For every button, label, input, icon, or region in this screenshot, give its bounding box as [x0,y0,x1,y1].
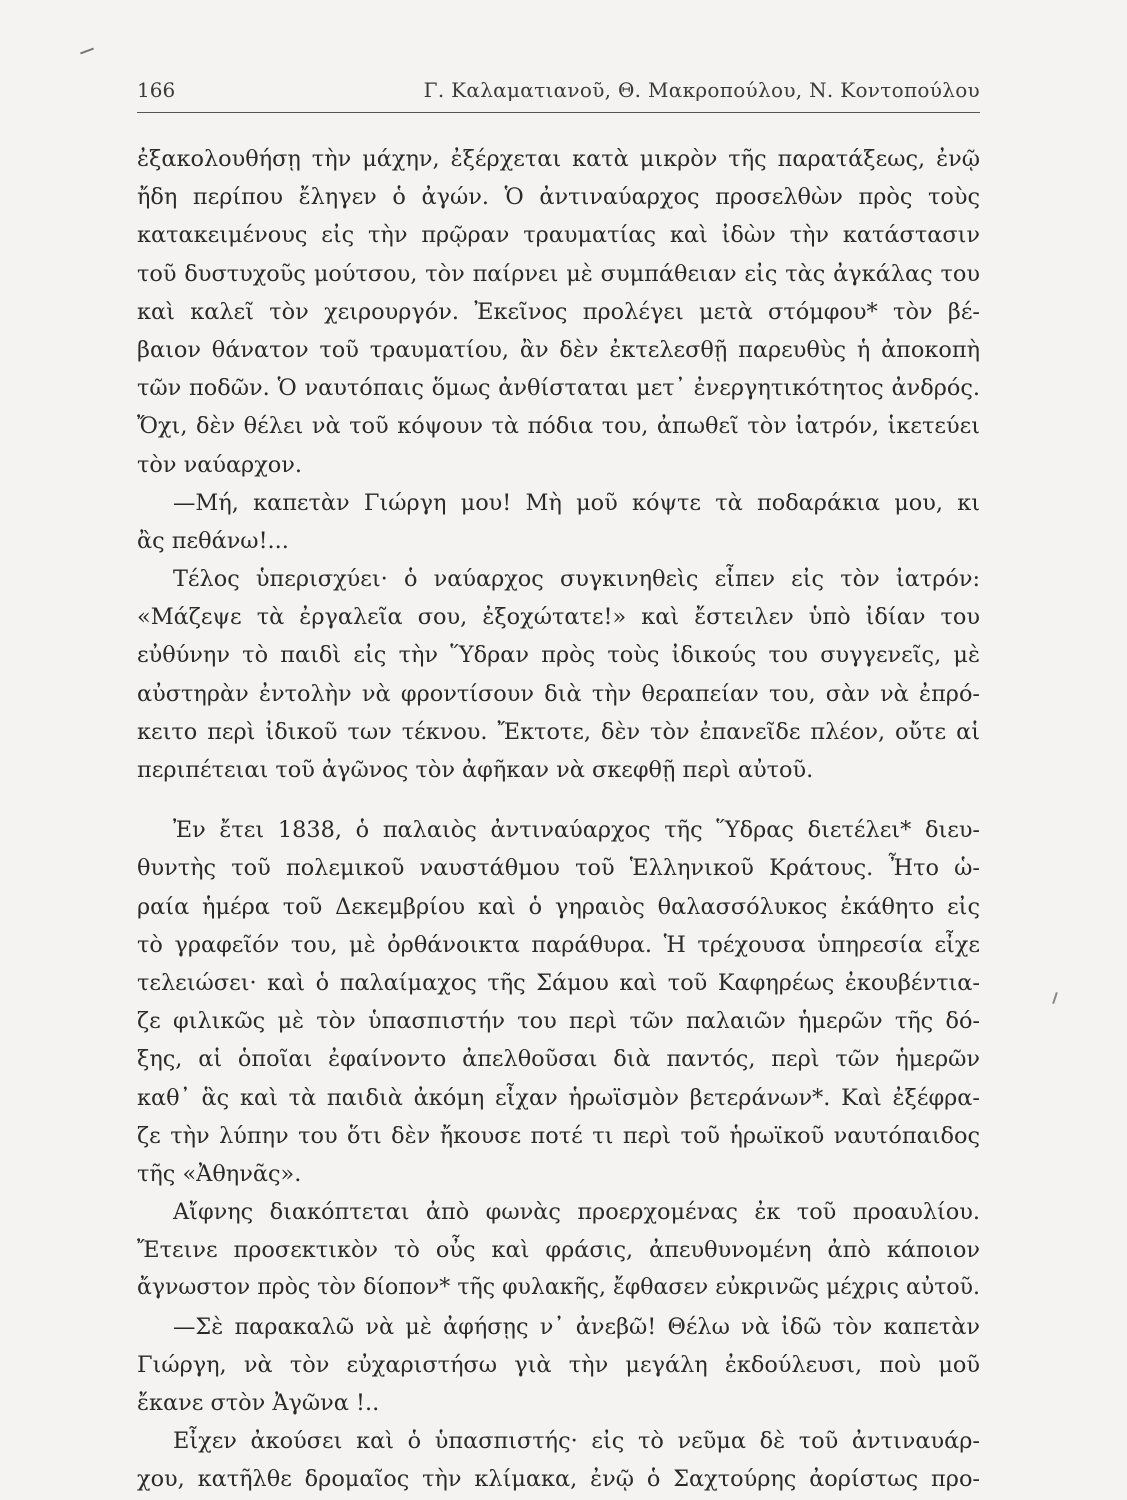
text-line: καὶ καλεῖ τὸν χειρουργόν. Ἐκεῖνος προλέγει μετὰ στόμφου* τὸν βέ- [137,298,980,325]
stray-pencil-mark [80,48,94,55]
text-line: Ὄχι, δὲν θέλει νὰ τοῦ κόψουν τὰ πόδια του, ἀπωθεῖ τὸν ἰατρόν, ἱκετεύει [137,413,980,440]
text-line: Εἶχεν ἀκούσει καὶ ὁ ὑπασπιστής· εἰς τὸ νεῦμα δὲ τοῦ ἀντιναυάρ- [173,1428,980,1455]
text-line: κειτο περὶ ἰδικοῦ των τέκνου. Ἔκτοτε, δὲν τὸν ἐπανεῖδε πλέον, οὔτε αἱ [137,718,980,745]
text-line: τελειώσει· καὶ ὁ παλαίμαχος τῆς Σάμου καὶ τοῦ Καφηρέως ἐκουβέντια- [137,969,980,996]
text-line: εὐθύνην τὸ παιδὶ εἰς τὴν Ὕδραν πρὸς τοὺς ἰδικούς του συγγενεῖς, μὲ [137,642,980,669]
text-line: «Μάζεψε τὰ ἐργαλεῖα σου, ἐξοχώτατε!» καὶ ἔστειλεν ὑπὸ ἰδίαν του [137,604,980,631]
text-line: ραία ἡμέρα τοῦ Δεκεμβρίου καὶ ὁ γηραιὸς θαλασσόλυκος ἐκάθητο εἰς [137,893,980,920]
text-line: ἄγνωστον πρὸς τὸν δίοπον* τῆς φυλακῆς, ἔφθασεν εὐκρινῶς μέχρις αὐτοῦ. [137,1275,980,1301]
paragraph-gap [137,789,980,811]
text-line: Τέλος ὑπερισχύει· ὁ ναύαρχος συγκινηθεὶς εἶπεν εἰς τὸν ἰατρόν: [173,566,980,593]
page-number: 166 [137,78,176,102]
text-line: τῶν ποδῶν. Ὁ ναυτόπαις ὅμως ἀνθίσταται μετ᾽ ἐνεργητικότητος ἀνδρός. [137,375,980,402]
text-line: ζε φιλικῶς μὲ τὸν ὑπασπιστήν του περὶ τῶν παλαιῶν ἡμερῶν τῆς δό- [137,1008,980,1035]
text-body [137,140,980,1499]
text-line: τοῦ δυστυχοῦς μούτσου, τὸν παίρνει μὲ συμπάθειαν εἰς τὰς ἀγκάλας του [137,260,980,287]
text-line: ζε τὴν λύπην του ὅτι δὲν ἤκουσε ποτέ τι περὶ τοῦ ἡρωϊκοῦ ναυτόπαιδος [137,1122,980,1149]
text-line: Γιώργη, νὰ τὸν εὐχαριστήσω γιὰ τὴν μεγάλη ἐκδούλευσι, ποὺ μοῦ [137,1351,980,1378]
text-line: ἤδη περίπου ἔληγεν ὁ ἀγών. Ὁ ἀντιναύαρχος προσελθὼν πρὸς τοὺς [137,184,980,211]
text-line: ἐξακολουθήσῃ τὴν μάχην, ἐξέρχεται κατὰ μικρὸν τῆς παρατάξεως, ἐνῷ [137,146,980,172]
running-head: Γ. Καλαματιανοῦ, Θ. Μακροπούλου, Ν. Κοντοπούλου [423,78,980,102]
text-line: —Σὲ παρακαλῶ νὰ μὲ ἀφήσῃς ν᾽ ἀνεβῶ! Θέλω νὰ ἰδῶ τὸν καπετὰν [173,1313,980,1340]
text-line: αὐστηρὰν ἐντολὴν νὰ φροντίσουν διὰ τὴν θεραπείαν του, σὰν νὰ ἐπρό- [137,680,980,707]
text-line: ἔκανε στὸν Ἀγῶνα !.. [137,1390,380,1416]
text-line: Ἐν ἔτει 1838, ὁ παλαιὸς ἀντιναύαρχος τῆς Ὕδρας διετέλει* διευ- [173,817,980,844]
text-line: —Μή, καπετὰν Γιώργη μου! Μὴ μοῦ κόψτε τὰ ποδαράκια μου, κι [173,489,980,516]
text-line: χου, κατῆλθε δρομαῖος τὴν κλίμακα, ἐνῷ ὁ Σαχτούρης ἀορίστως προ- [137,1466,980,1493]
text-line: Ἔτεινε προσεκτικὸν τὸ οὖς καὶ φράσις, ἀπευθυνομένη ἀπὸ κάποιον [137,1237,980,1264]
text-line: ἂς πεθάνω!... [137,527,289,554]
page-header [137,72,980,108]
text-line: ξης, αἱ ὁποῖαι ἐφαίνοντο ἀπελθοῦσαι διὰ παντός, περὶ τῶν ἡμερῶν [137,1046,980,1073]
text-line: καθ᾽ ἃς καὶ τὰ παιδιὰ ἀκόμη εἶχαν ἡρωϊσμὸν βετεράνων*. Καὶ ἐξέφρα- [137,1084,980,1111]
stray-margin-mark [1052,992,1058,1004]
text-line: βαιον θάνατον τοῦ τραυματίου, ἂν δὲν ἐκτελεσθῇ παρευθὺς ἡ ἀποκοπὴ [137,336,980,363]
text-line: κατακειμένους εἰς τὴν πρῷραν τραυματίας καὶ ἰδὼν τὴν κατάστασιν [137,222,980,249]
text-line: περιπέτειαι τοῦ ἀγῶνος τὸν ἀφῆκαν νὰ σκεφθῇ περὶ αὐτοῦ. [137,757,814,783]
text-line: θυντὴς τοῦ πολεμικοῦ ναυστάθμου τοῦ Ἑλληνικοῦ Κράτους. Ἦτο ὡ- [137,855,980,882]
text-line: τὸν ναύαρχον. [137,451,302,478]
header-rule [137,112,980,113]
text-line: τῆς «Ἀθηνᾶς». [137,1160,302,1187]
text-line: Αἴφνης διακόπτεται ἀπὸ φωνὰς προερχομένας ἐκ τοῦ προαυλίου. [173,1199,980,1226]
text-line: τὸ γραφεῖόν του, μὲ ὀρθάνοικτα παράθυρα. Ἡ τρέχουσα ὑπηρεσία εἶχε [137,931,980,958]
